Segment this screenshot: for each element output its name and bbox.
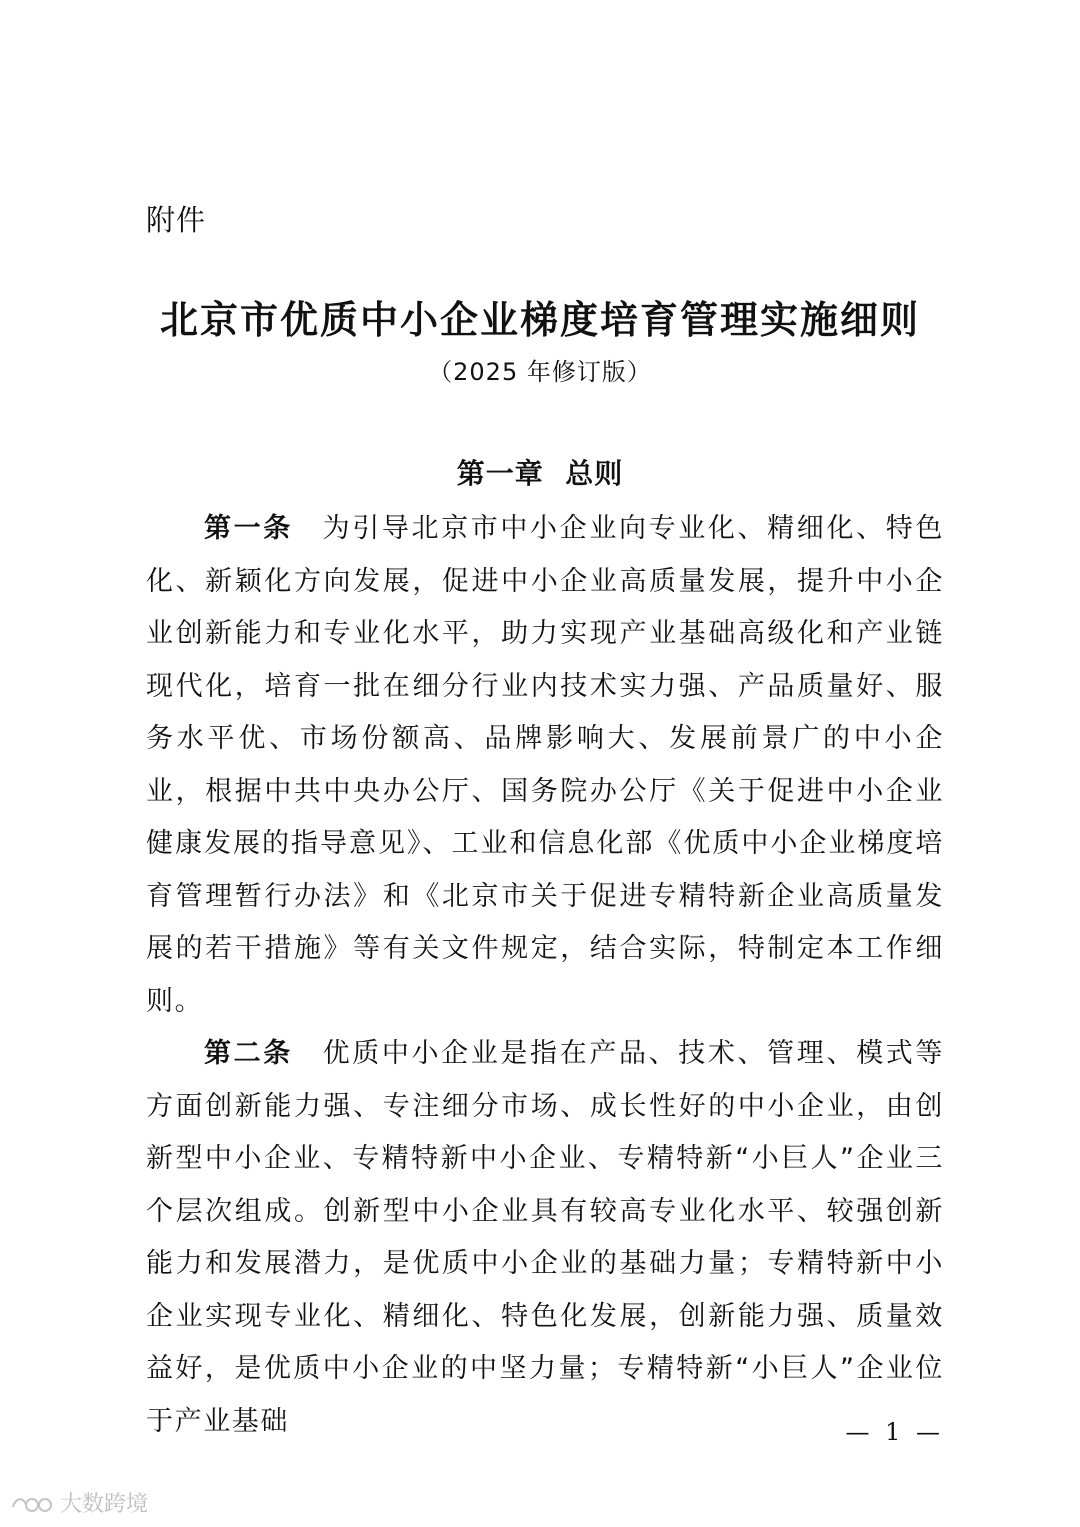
article-1-label: 第一条 <box>204 513 293 544</box>
watermark-text: 大数跨境 <box>60 1492 149 1517</box>
article-2 <box>146 1028 944 1448</box>
chapter-heading: 第一章 总则 <box>456 457 624 490</box>
document-body <box>146 503 944 1448</box>
article-2-label: 第二条 <box>204 1038 293 1069</box>
attachment-label: 附件 <box>146 203 207 237</box>
document-title: 北京市优质中小企业梯度培育管理实施细则 <box>159 297 920 342</box>
document-subtitle: （2025 年修订版） <box>428 358 652 386</box>
page-number: — 1 — <box>845 1418 944 1446</box>
watermark <box>10 1490 148 1520</box>
watermark-logo-icon <box>10 1493 54 1517</box>
article-1-text: 为引导北京市中小企业向专业化、精细化、特色化、新颖化方向发展，促进中小企业高质量发展，提升中小企业创新能力和专业化水平，助力实现产业基础高级化和产业链现代化，培育一批在细分行业内技术实力强、产品质量好、服务水平优、市场份额高、品牌影响大、发展前景广的中小企业，根据中共中央办公厅、国务院办公厅《关于促进中小企业健康发展的指导意见》、工业和信息化部《优质中小企业梯度培育管理暂行办法》和《北京市关于促进专精特新企业高质量发展的若干措施》等有关文件规定，结合实际，特制定本工作细则。 <box>146 513 944 1017</box>
article-2-text: 优质中小企业是指在产品、技术、管理、模式等方面创新能力强、专注细分市场、成长性好的中小企业，由创新型中小企业、专精特新中小企业、专精特新“小巨人”企业三个层次组成。创新型中小企业具有较高专业化水平、较强创新能力和发展潜力，是优质中小企业的基础力量；专精特新中小企业实现专业化、精细化、特色化发展，创新能力强、质量效益好，是优质中小企业的中坚力量；专精特新“小巨人”企业位于产业基础 <box>146 1038 944 1437</box>
article-1 <box>146 503 944 1028</box>
